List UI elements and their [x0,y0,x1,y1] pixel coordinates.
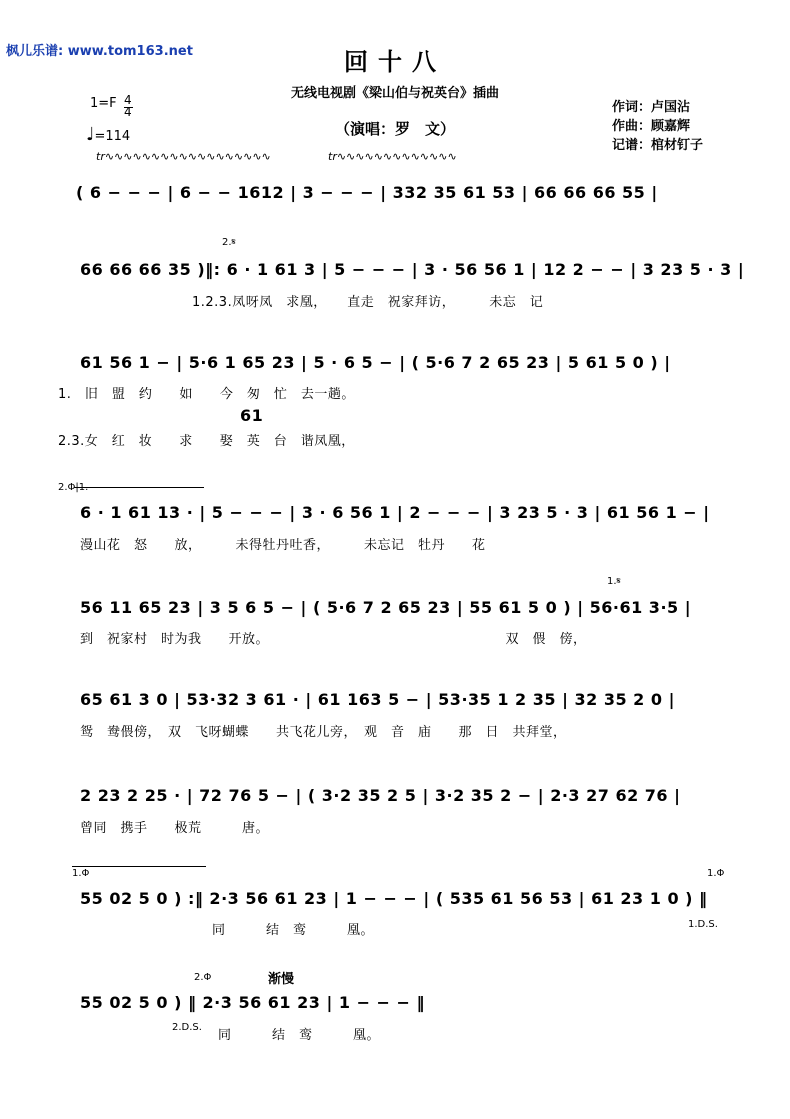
ds-mark-1: 1.D.S. [688,919,718,930]
trill-mark-1: tr∿∿∿∿∿∿∿∿∿∿∿∿∿∿∿∿∿∿ [96,150,271,163]
alternate-notes: 61 [240,406,264,425]
score-row-8: 55 02 5 0 ) :‖ 2·3 56 61 23 | 1 − − − | ( 535 61 56 53 | 61 23 1 0 ) ‖ [80,889,708,908]
segno-mark-2: 2.𝄋 [222,237,236,248]
score-row-9: 55 02 5 0 ) ‖ 2·3 56 61 23 | 1 − − − ‖ [80,993,425,1012]
song-title: 回十八 [344,47,446,76]
song-subtitle: 无线电视剧《梁山伯与祝英台》插曲 [290,86,499,101]
score-row-6: 65 61 3 0 | 53·32 3 61 · | 61 163 5 − | 53·35 1 2 35 | 32 35 2 0 | [80,690,675,709]
lyrics-row-9: 同 结 鸾 凰。 [218,1028,381,1043]
quarter-note-icon: ♩ [86,124,95,145]
segno-mark-1: 1.𝄋 [607,576,621,587]
lyricist-credit: 作词：卢国沾 [612,100,691,115]
score-row-2: 66 66 66 35 )‖: 6 · 1 61 3 | 5 − − − | 3 · 56 56 1 | 12 2 − − | 3 23 5 · 3 | [80,260,745,279]
score-row-4: 6 · 1 61 13 · | 5 − − − | 3 · 6 56 1 | 2 − − − | 3 23 5 · 3 | 61 56 1 − | [80,503,710,522]
lyrics-row-8: 同 结 鸾 凰。 [212,923,375,938]
tempo-value: =114 [94,129,131,144]
lyrics-row-5: 到 祝家村 时为我 开放。 双 偎 傍， [80,632,587,647]
transcriber-credit: 记谱：棺材钉子 [612,138,704,153]
trill-label-2: tr [328,150,337,163]
score-row-7: 2 23 2 25 · | 72 76 5 − | ( 3·2 35 2 5 | 3·2 35 2 − | 2·3 27 62 76 | [80,786,681,805]
key-label: 1=F [90,96,117,111]
lyrics-row-4: 漫山花 怒 放， 未得牡丹吐香， 未忘记 牡丹 花 [80,538,486,553]
trill-label-1: tr [96,150,105,163]
performer-line: （演唱：罗 文） [334,120,455,138]
lyrics-row-2: 1.2.3.凤呀凤 求凰， 直走 祝家拜访， 未忘 记 [192,295,544,310]
trill-mark-2: tr∿∿∿∿∿∿∿∿∿∿∿∿∿ [328,150,457,163]
score-row-5: 56 11 65 23 | 3 5 6 5 − | ( 5·6 7 2 65 23 | 55 61 5 0 ) | 56·61 3·5 | [80,598,692,617]
time-signature-bar [124,107,133,108]
ds-mark-2: 2.D.S. [172,1022,202,1033]
lyrics-row-3-verse-2: 2.3.女 红 妆 求 娶 英 台 谐凤凰， [58,434,355,449]
score-row-3: 61 56 1 − | 5·6 1 65 23 | 5 · 6 5 − | ( 5·6 7 2 65 23 | 5 61 5 0 ) | [80,353,671,372]
key-signature [90,93,132,119]
lyrics-row-7: 曾同 携手 极荒 唐。 [80,821,270,836]
time-numerator: 4 [124,93,132,107]
tempo-mark [86,124,130,145]
composer-credit: 作曲：顾嘉辉 [612,119,691,134]
coda-mark-2: 2.Φ [194,972,212,983]
lyrics-row-3-verse-1: 1. 旧 盟 约 如 今 匆 忙 去一趟。 [58,387,355,402]
site-watermark: 枫儿乐谱: www.tom163.net [6,44,193,59]
score-row-1: ( 6 − − − | 6 − − 1612 | 3 − − − | 332 35 61 53 | 66 66 66 55 | [76,183,658,202]
coda-mark-1: 1.Φ [72,868,90,879]
coda-mark-2-1: 2.Φ|1. [58,482,89,493]
time-denominator: 4 [124,105,132,119]
volta-line-2 [72,866,206,867]
volta-line-1 [74,487,204,488]
time-signature [124,94,132,118]
tempo-slowing-mark: 渐慢 [268,972,295,987]
credits-block [612,98,703,155]
lyrics-row-6: 鸳 鸯偎傍， 双 飞呀蝴蝶 共飞花儿旁， 观 音 庙 那 日 共拜堂， [80,725,567,740]
coda-mark-1-end: 1.Φ [707,868,725,879]
